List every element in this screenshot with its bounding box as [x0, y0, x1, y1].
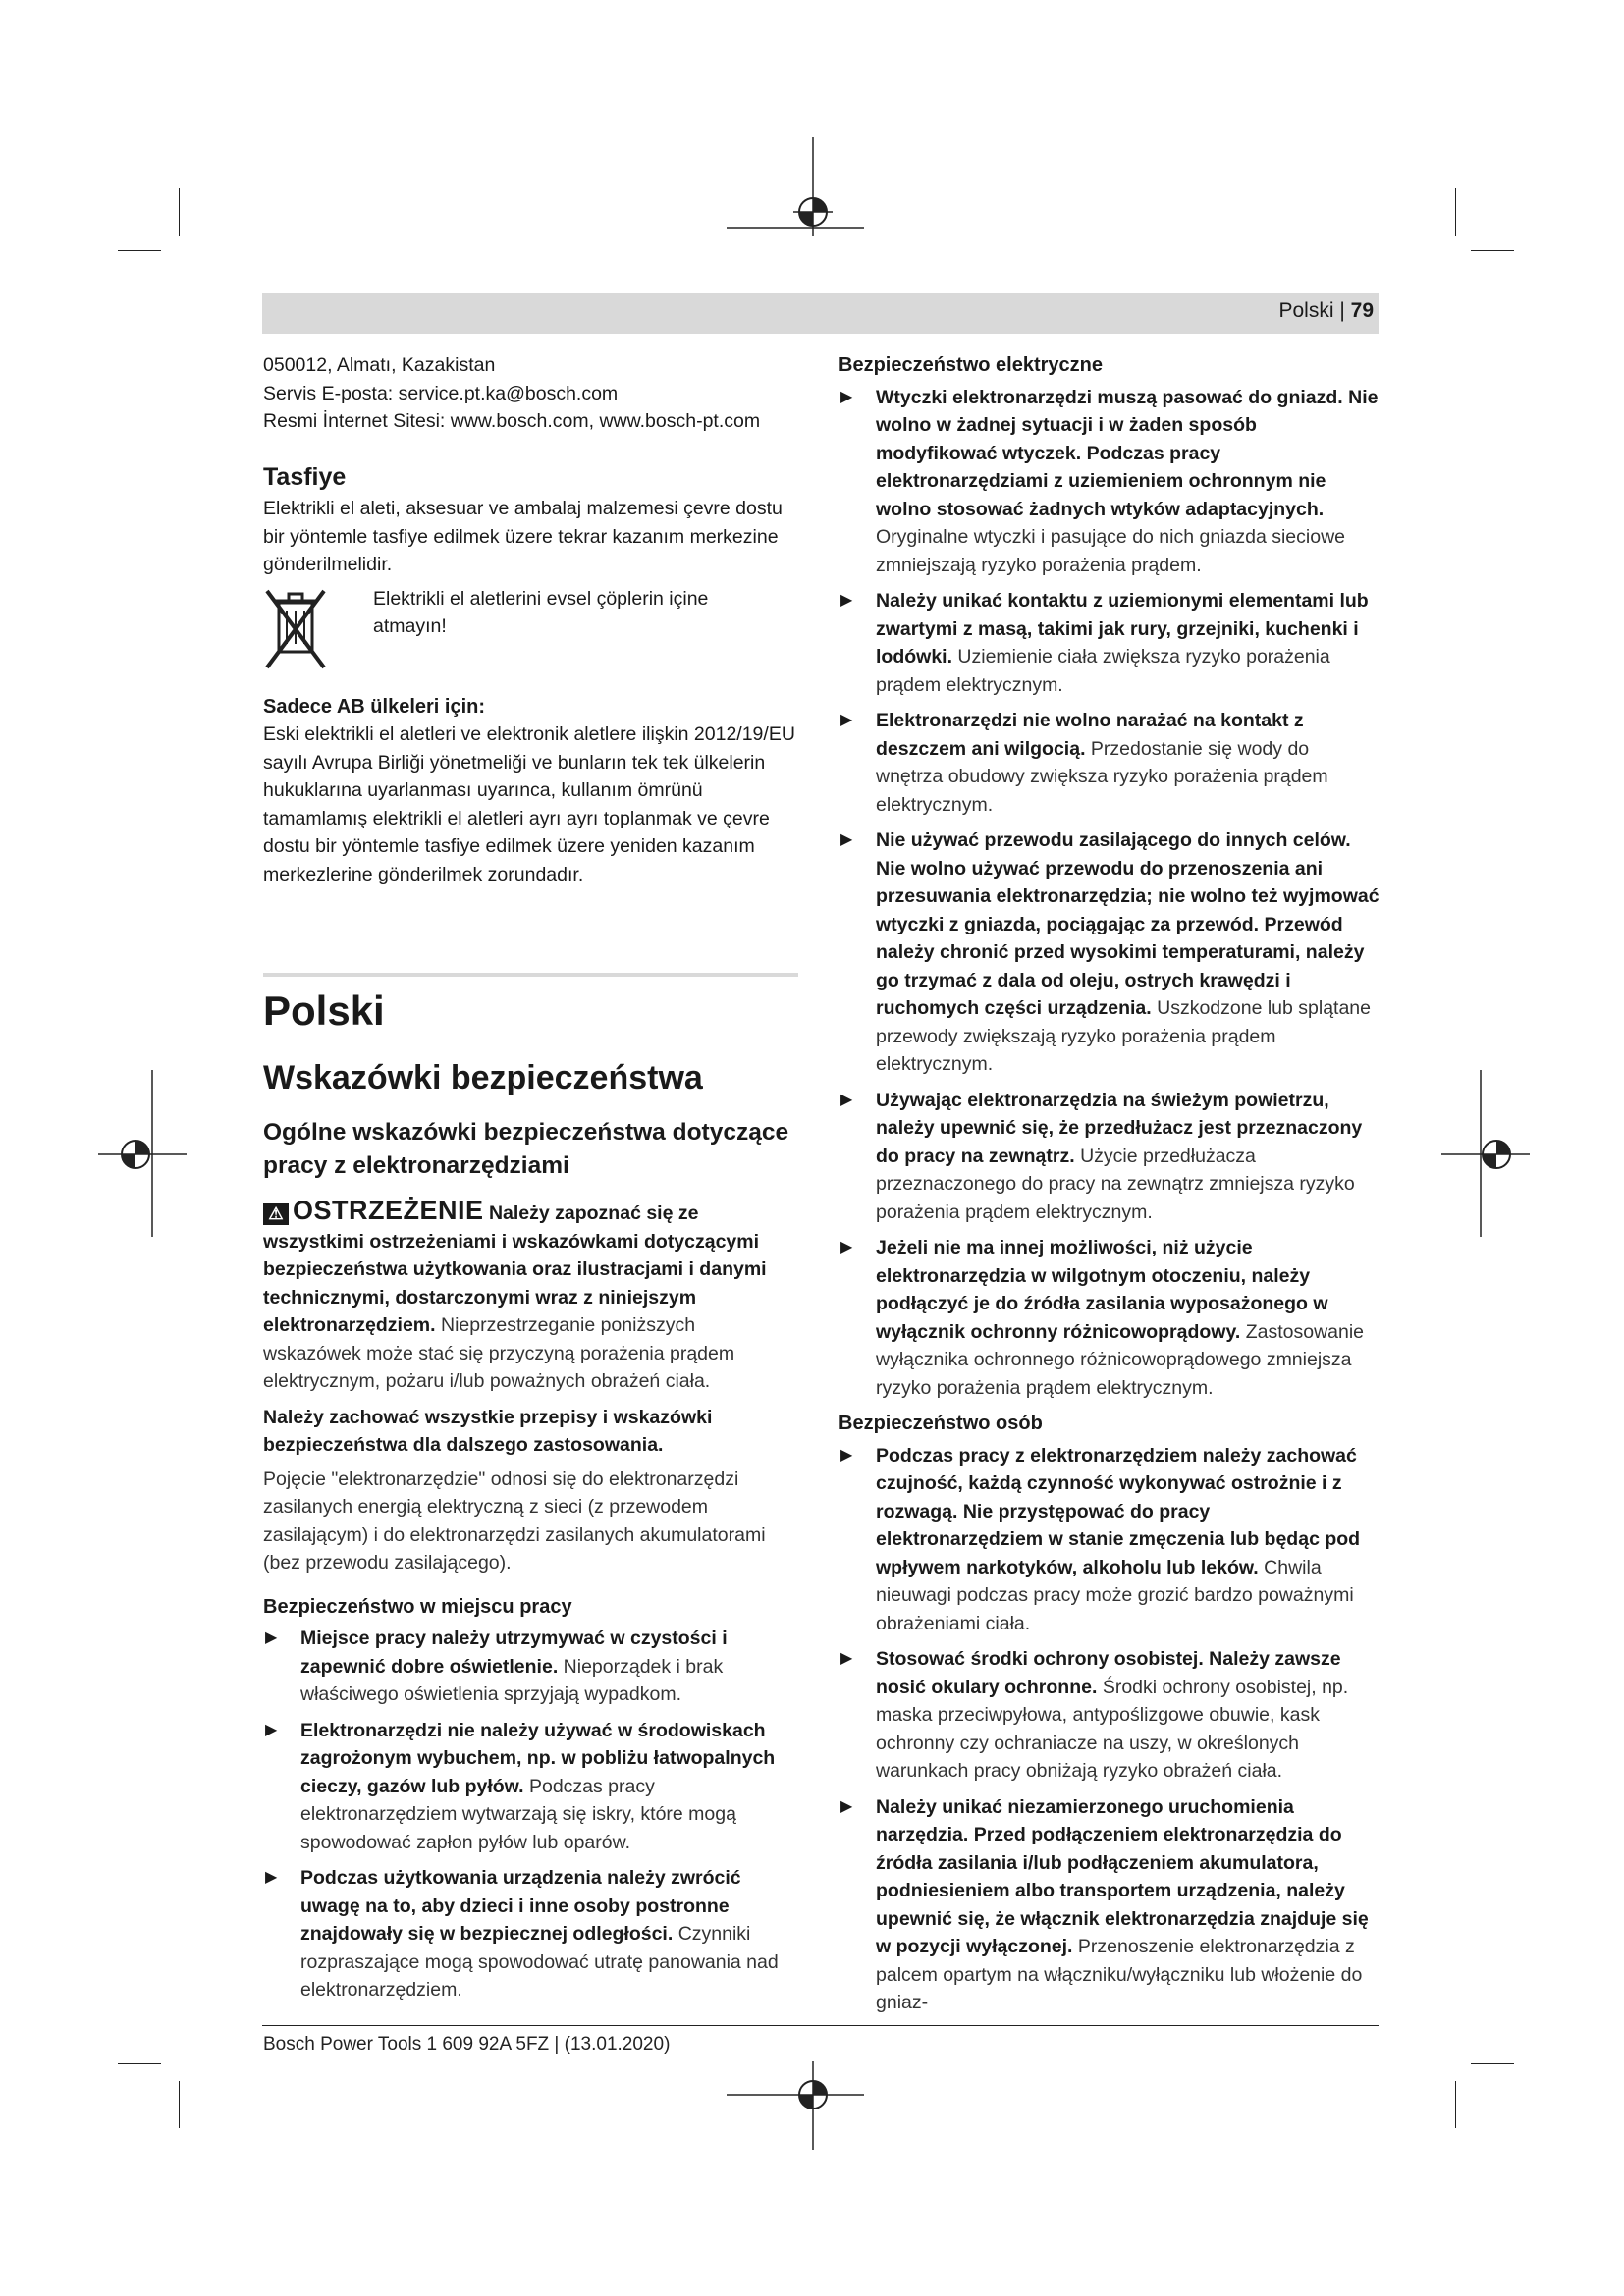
item-bold: Stosować środki ochrony osobistej. Należy zawsze nosić okulary ochronne.: [876, 1648, 1341, 1698]
item-regular: Nieporządek i brak właściwego oświetlenia sprzyjają wypadkom.: [300, 1655, 724, 1705]
section-divider: [263, 973, 798, 977]
registration-mark-right: [1441, 1070, 1530, 1247]
item-regular: Czynniki rozpraszające mogą spowodować utratę panowania nad elektronarzędziem.: [300, 1923, 779, 2001]
list-item: [839, 1234, 1380, 1402]
list-item: [839, 384, 1380, 580]
item-bold: Elektronarzędzi nie należy używać w środowiskach zagrożonym wybuchem, np. w pobliżu łatwopalnych cieczy, gazów lub pyłów.: [300, 1719, 776, 1797]
list-item: [263, 1717, 798, 1857]
list-item: [839, 707, 1380, 819]
item-regular: Oryginalne wtyczki i pasujące do nich gniazda sieciowe zmniejszają ryzyko porażenia prądem.: [876, 526, 1345, 576]
disposal-block: [263, 585, 798, 679]
list-item: [839, 1645, 1380, 1786]
tasfiye-text: Elektrikli el aleti, aksesuar ve ambalaj malzemesi çevre dostu bir yöntemle tasfiye edilmek üzere tekrar kazanım merkezine gönderilmelidir.: [263, 498, 783, 575]
workplace-heading: Bezpieczeństwo w miejscu pracy: [263, 1595, 572, 1618]
list-item: [839, 1793, 1380, 2017]
bullet-arrow-icon: ▶: [840, 388, 853, 405]
bin-text: Elektrikli el aletlerini evsel çöplerin içine atmayın!: [373, 587, 709, 637]
footer-text: Bosch Power Tools 1 609 92A 5FZ | (13.01.2020): [263, 2034, 671, 2055]
item-bold: Jeżeli nie ma innej możliwości, niż użycie elektronarzędzia w wilgotnym otoczeniu, należy podłączyć je do źródła zasilania wyposażonego w wyłącznik ochronny różnicowoprądowy.: [876, 1237, 1328, 1343]
item-regular: Użycie przedłużacza przeznaczonego do pracy na zewnątrz zmniejsza ryzyko porażenia prądem elektrycznym.: [876, 1145, 1355, 1223]
bullet-arrow-icon: ▶: [840, 1239, 853, 1255]
item-bold: Używając elektronarzędzia na świeżym powietrzu, należy upewnić się, że przedłużacz jest przeznaczony do pracy na zewnątrz.: [876, 1089, 1363, 1167]
bullet-arrow-icon: ▶: [840, 1446, 853, 1464]
electrical-heading: Bezpieczeństwo elektryczne: [839, 354, 1103, 376]
eu-heading: Sadece AB ülkeleri için:: [263, 695, 486, 718]
bullet-arrow-icon: ▶: [840, 592, 853, 609]
header-bar: [262, 293, 1379, 334]
item-regular: Chwila nieuwagi podczas pracy może grozić bardzo poważnymi obrażeniami ciała.: [876, 1556, 1354, 1634]
list-item: [263, 1625, 798, 1709]
list-item: [839, 587, 1380, 699]
crossed-bin-icon: [265, 585, 326, 673]
bullet-arrow-icon: ▶: [840, 1091, 853, 1108]
item-regular: Przenoszenie elektronarzędzia z palcem opartym na włączniku/wyłączniku lub włożenie do gniaz-: [876, 1936, 1363, 2013]
bullet-arrow-icon: ▶: [840, 831, 853, 848]
item-bold: Miejsce pracy należy utrzymywać w czystości i zapewnić dobre oświetlenie.: [300, 1628, 728, 1678]
right-column: [839, 351, 1380, 2025]
item-regular: Uszkodzone lub splątane przewody zwiększają ryzyko porażenia prądem elektrycznym.: [876, 997, 1371, 1075]
item-bold: Elektronarzędzi nie wolno narażać na kontakt z deszczem ani wilgocią.: [876, 710, 1304, 760]
tasfiye-heading: Tasfiye: [263, 462, 347, 491]
registration-mark-bottom: [727, 2061, 864, 2160]
item-regular: Podczas pracy elektronarzędziem wytwarzają się iskry, które mogą spowodować zapłon pyłów lub oparów.: [300, 1775, 736, 1853]
warning-regular-text: Nieprzestrzeganie poniższych wskazówek może stać się przyczyną porażenia prądem elektrycznym, pożaru i/lub poważnych obrażeń ciała.: [263, 1314, 735, 1392]
page-number: 79: [1350, 299, 1374, 322]
header-language: Polski: [1278, 299, 1334, 322]
bullet-arrow-icon: ▶: [840, 1797, 853, 1815]
bullet-arrow-icon: ▶: [840, 1650, 853, 1667]
address-line-3: Resmi İnternet Sitesi: www.bosch.com, www.bosch-pt.com: [263, 410, 761, 432]
item-bold: Podczas pracy z elektronarzędziem należy zachować czujność, każdą czynność wykonywać ostrożnie i z rozwagą. Nie przystępować do pracy elektronarzędziem w stanie zmęczenia lub będąc pod wpływem narkotyków, alkoholu lub leków.: [876, 1444, 1361, 1578]
item-bold: Wtyczki elektronarzędzi muszą pasować do gniazd. Nie wolno w żadnej sytuacji i w żaden sposób modyfikować wtyczek. Podczas pracy elektronarzędziami z uziemieniem ochronnym nie wolno stosować żadnych wtyków adaptacyjnych.: [876, 386, 1379, 520]
polski-title: Polski: [263, 988, 385, 1034]
list-item: [839, 827, 1380, 1079]
item-regular: Zastosowanie wyłącznika ochronnego różnicowoprądowego zmniejsza ryzyko porażenia prądem elektrycznym.: [876, 1320, 1365, 1399]
registration-mark-top: [727, 137, 864, 245]
eu-text: Eski elektrikli el aletleri ve elektronik aletlere ilişkin 2012/19/EU sayılı Avrupa Birliği yönetmeliği ve bunların tek tek ülkelerin hukuklarına uyarlanması uyarınca, kullanım ömrünü tamamlamış elektrikli el aletleri ayrı ayrı toplanmak ve çevre dostu bir yöntemle tasfiye edilmek üzere yeniden kazanım merkezlerine gönderilmek zorundadır.: [263, 723, 795, 885]
address-line-2: Servis E-posta: service.pt.ka@bosch.com: [263, 382, 619, 404]
bullet-arrow-icon: ▶: [265, 1869, 278, 1886]
left-column: [263, 351, 798, 2012]
item-regular: Środki ochrony osobistej, np. maska przeciwpyłowa, antypoślizgowe obuwie, kask ochronny czy ochraniacze na uszy, w określonych warunkach pracy obniżają ryzyko obrażeń ciała.: [876, 1676, 1349, 1782]
item-regular: Przedostanie się wody do wnętrza obudowy zwiększa ryzyko porażenia prądem elektrycznym.: [876, 737, 1328, 816]
footer-rule: [262, 2025, 1379, 2026]
bullet-arrow-icon: ▶: [840, 712, 853, 728]
warning-label: OSTRZEŻENIE: [293, 1196, 484, 1225]
warning-paragraph: [263, 1197, 798, 1396]
keep-instructions: Należy zachować wszystkie przepisy i wskazówki bezpieczeństwa dla dalszego zastosowania.: [263, 1406, 713, 1456]
item-bold: Nie używać przewodu zasilającego do innych celów. Nie wolno używać przewodu do przenoszenia ani przesuwania elektronarzędzia; nie wolno też wyjmować wtyczki z gniazda, pociągając za przewód. Przewód należy chronić przed wysokimi temperaturami, należy go trzymać z dala od oleju, ostrych krawędzi i ruchomych części urządzenia.: [876, 829, 1380, 1019]
bullet-arrow-icon: ▶: [265, 1721, 278, 1738]
list-item: [839, 1087, 1380, 1227]
page-header: Polski | 79: [1278, 299, 1374, 322]
definition-text: Pojęcie "elektronarzędzie" odnosi się do elektronarzędzi zasilanych energią elektryczną z sieci (z przewodem zasilającym) i do elektronarzędzi zasilanych akumulatorami (bez przewodu zasilającego).: [263, 1468, 766, 1574]
personal-heading: Bezpieczeństwo osób: [839, 1413, 1043, 1434]
warning-triangle-icon: ⚠: [263, 1203, 289, 1225]
bullet-arrow-icon: ▶: [265, 1629, 278, 1646]
item-bold: Należy unikać niezamierzonego uruchomienia narzędzia. Przed podłączeniem elektronarzędzia do źródła zasilania i/lub podłączeniem akumulatora, podniesieniem albo transportem urządzenia, należy upewnić się, że włącznik elektronarzędzia znajduje się w pozycji wyłączonej.: [876, 1795, 1369, 1957]
address-line-1: 050012, Almatı, Kazakistan: [263, 354, 496, 376]
warning-bold-text: Należy zapoznać się ze wszystkimi ostrzeżeniami i wskazówkami dotyczącymi bezpieczeństwa użytkowania oraz ilustracjami i danymi technicznymi, dostarczonymi wraz z niniejszym elektronarzędziem.: [263, 1202, 767, 1336]
item-bold: Podczas użytkowania urządzenia należy zwrócić uwagę na to, aby dzieci i inne osoby postronne znajdowały się w bezpiecznej odległości.: [300, 1867, 741, 1945]
registration-mark-left: [98, 1070, 187, 1247]
list-item: [263, 1864, 798, 2004]
safety-title: Wskazówki bezpieczeństwa: [263, 1059, 703, 1096]
general-safety-title: Ogólne wskazówki bezpieczeństwa dotyczące pracy z elektronarzędziami: [263, 1119, 789, 1179]
item-regular: Uziemienie ciała zwiększa ryzyko porażenia prądem elektrycznym.: [876, 646, 1330, 696]
list-item: [839, 1442, 1380, 1638]
item-bold: Należy unikać kontaktu z uziemionymi elementami lub zwartymi z masą, takimi jak rury, grzejniki, kuchenki i lodówki.: [876, 590, 1369, 667]
